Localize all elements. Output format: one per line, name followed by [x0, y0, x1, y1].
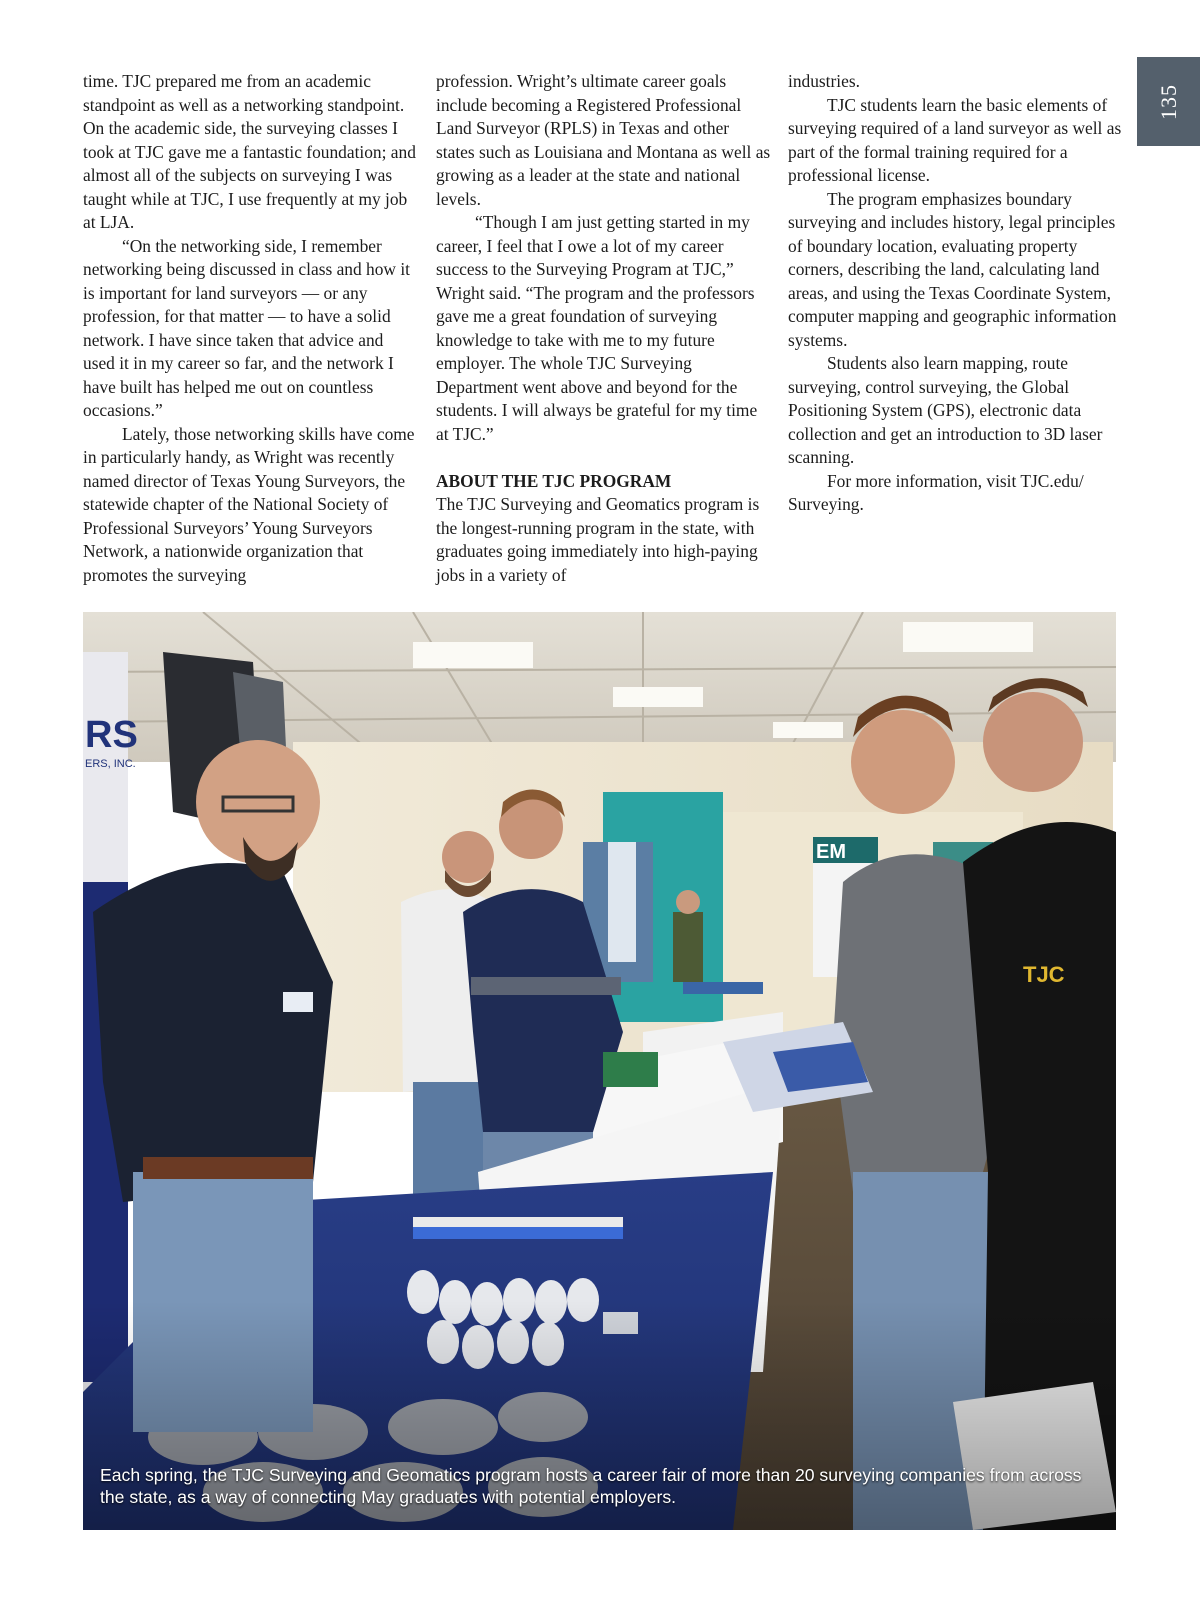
page-number: 135	[1155, 83, 1181, 120]
paragraph: For more information, visit TJC.edu/ Surveying.	[788, 470, 1084, 514]
text-column-1	[83, 70, 419, 587]
paragraph: “Though I am just getting started in my career, I feel that I owe a lot of my career success to the Surveying Program at TJC,” Wright said. “The program and the professors gave me a great foundation of surveying knowledge to take with me to my future employer. The whole TJC Surveying Department went above and beyond for the students. I will always be grateful for my time at TJC.”	[436, 212, 758, 444]
paragraph: Lately, those networking skills have come in particularly handy, as Wright was recently named director of Texas Young Surveyors, the statewide chapter of the National Society of Professional Surveyors’ Young Surveyors Network, a nationwide organization that promotes the surveying	[83, 423, 415, 585]
paragraph: The program emphasizes boundary surveying and includes history, legal principles of boundary location, evaluating property corners, describing the land, calculating land areas, and using the Texas Coordinate System, computer mapping and geographic information systems.	[788, 188, 1117, 350]
paragraph: Students also learn mapping, route surveying, control surveying, the Global Positioning System (GPS), electronic data collection and get an introduction to 3D laser scanning.	[788, 353, 1103, 467]
photo-illustration	[83, 612, 1116, 1530]
page-number-tab	[1137, 57, 1200, 146]
paragraph: The TJC Surveying and Geomatics program is the longest-running program in the state, with graduates going immediately into high-paying jobs in a variety of	[436, 494, 760, 585]
career-fair-photo	[83, 612, 1116, 1530]
text-column-2	[436, 70, 772, 587]
paragraph: TJC students learn the basic elements of surveying required of a land surveyor as well as part of the formal training required for a professional license.	[788, 94, 1122, 185]
paragraph: industries.	[788, 71, 860, 91]
section-heading: ABOUT THE TJC PROGRAM	[436, 470, 672, 491]
paragraph: profession. Wright’s ultimate career goals include becoming a Registered Professional Land Surveyor (RPLS) in Texas and other states such as Louisiana and Montana as well as growing as a leader at the state and national levels.	[436, 71, 771, 209]
paragraph: “On the networking side, I remember networking being discussed in class and how it is important for land surveyors — or any profession, for that matter — to have a solid network. I have since taken that advice and used it in my career so far, and the network I have built has helped me out on countless occasions.”	[83, 235, 410, 420]
text-column-3	[788, 70, 1128, 517]
paragraph: time. TJC prepared me from an academic standpoint as well as a networking standpoint. On the academic side, the surveying classes I took at TJC gave me a fantastic foundation; and almost all of the subjects on surveying I was taught while at TJC, I use frequently at my job at LJA.	[83, 71, 416, 232]
photo-caption: Each spring, the TJC Surveying and Geomatics program hosts a career fair of more than 20 surveying companies from across the state, as a way of connecting May graduates with potential employers.	[100, 1465, 1082, 1507]
